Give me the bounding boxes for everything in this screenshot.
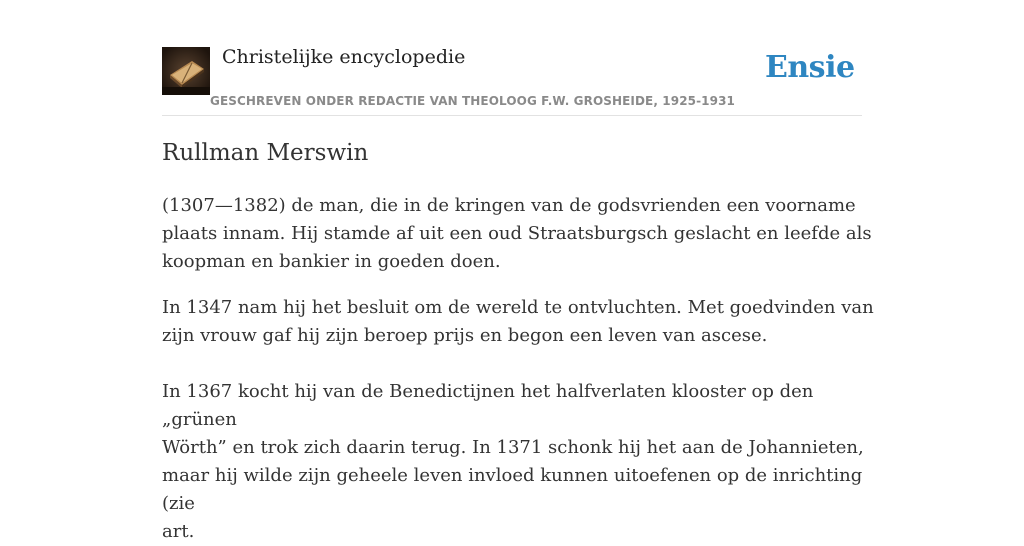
paragraph-1-line-3: koopman en bankier in goeden doen. <box>162 251 501 272</box>
site-name[interactable]: Christelijke encyclopedie <box>222 46 466 68</box>
header-divider <box>162 115 862 116</box>
article-body <box>162 192 882 546</box>
paragraph-2 <box>162 294 882 350</box>
paragraph-3-line-3: maar hij wilde zijn geheele leven invloed kunnen uitoefenen op de inrichting (zie <box>162 465 863 514</box>
brand-logo-link[interactable]: Ensie <box>765 50 855 85</box>
site-subtitle: GESCHREVEN ONDER REDACTIE VAN THEOLOOG F.W. GROSHEIDE, 1925-1931 <box>210 94 735 108</box>
paragraph-3-line-2: Wörth” en trok zich daarin terug. In 1371 schonk hij het aan de Johannieten, <box>162 437 864 458</box>
paragraph-3-line-1: In 1367 kocht hij van de Benedictijnen het halfverlaten klooster op den „grünen <box>162 381 814 430</box>
encyclopedia-book-photo-icon[interactable] <box>162 47 210 95</box>
paragraph-2-line-2: zijn vrouw gaf hij zijn beroep prijs en begon een leven van ascese. <box>162 325 768 346</box>
paragraph-3-line-4: art. <box>162 521 195 542</box>
paragraph-3 <box>162 378 882 546</box>
paragraph-1 <box>162 192 882 276</box>
paragraph-2-line-1: In 1347 nam hij het besluit om de wereld te ontvluchten. Met goedvinden van <box>162 297 874 318</box>
paragraph-1-line-1: (1307—1382) de man, die in de kringen van de godsvrienden een voorname <box>162 195 856 216</box>
paragraph-1-line-2: plaats innam. Hij stamde af uit een oud Straatsburgsch geslacht en leefde als <box>162 223 872 244</box>
article-title: Rullman Merswin <box>162 140 369 166</box>
